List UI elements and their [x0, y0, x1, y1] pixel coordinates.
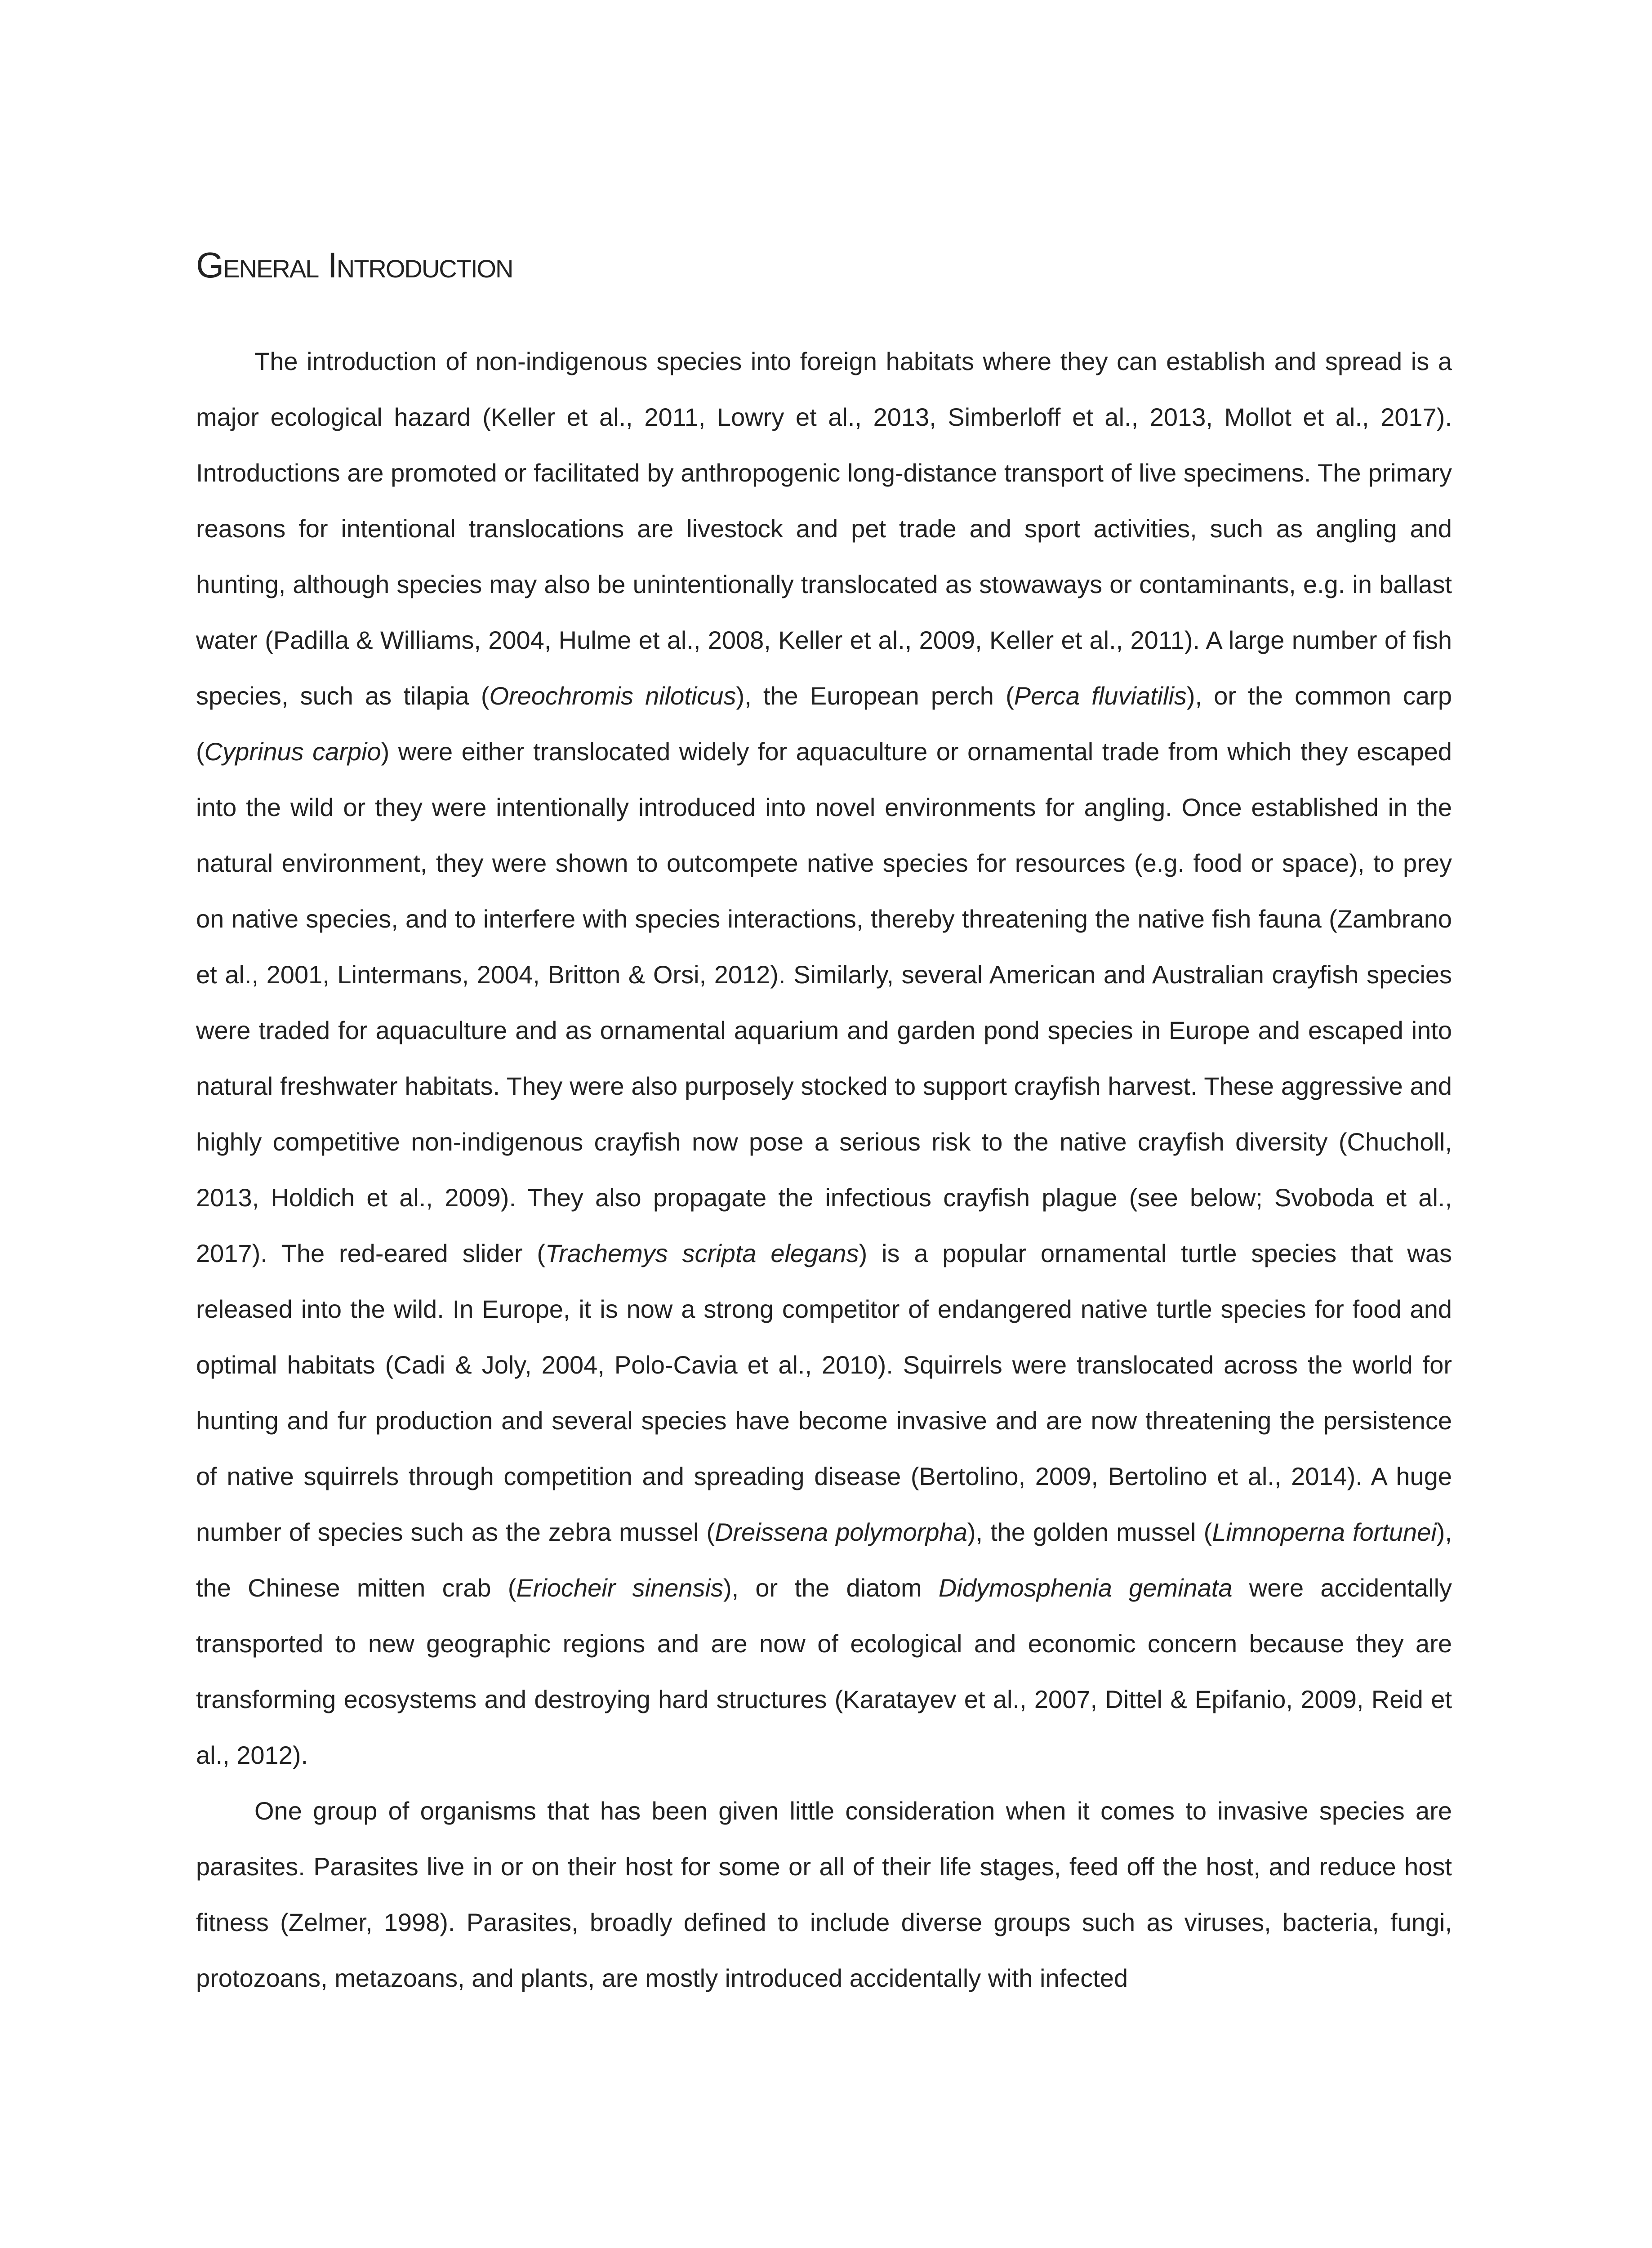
species-name-limnoperna: Limnoperna fortunei	[1212, 1518, 1437, 1546]
text-segment: ), the Chinese mitten crab (	[196, 1518, 1452, 1602]
text-segment: ) is a popular ornamental turtle species that was released into the wild. In Europe, it is now a strong competitor of endangered native turtle species for food and optimal habitats (Cadi & Joly, 2004, Polo-Cavia et al., 2010). Squirrels were translocated across the world for hunting and fur production and several species have become invasive and are now threatening the persistence of native squirrels through competition and spreading disease (Bertolino, 2009, Bertolino et al., 2014). A huge number of species such as the zebra mussel (	[196, 1239, 1452, 1546]
species-name-trachemys: Trachemys scripta elegans	[545, 1239, 859, 1267]
species-name-eriocheir: Eriocheir sinensis	[516, 1574, 723, 1602]
body-text	[196, 334, 1452, 2006]
species-name-perca: Perca fluviatilis	[1014, 682, 1187, 710]
text-segment: ), or the diatom	[723, 1574, 939, 1602]
species-name-didymosphenia: Didymosphenia geminata	[938, 1574, 1233, 1602]
text-segment: were accidentally transported to new geographic regions and are now of ecological and economic concern because they are transforming ecosystems and destroying hard structures (Karatayev et al., 2007, Dittel & Epifanio, 2009, Reid et al., 2012).	[196, 1574, 1452, 1769]
text-segment: One group of organisms that has been given little consideration when it comes to invasive species are parasites. Parasites live in or on their host for some or all of their life stages, feed off the host, and reduce host fitness (Zelmer, 1998). Parasites, broadly defined to include diverse groups such as viruses, bacteria, fungi, protozoans, metazoans, and plants, are mostly introduced accidentally with infected	[196, 1797, 1452, 1992]
text-segment: ) were either translocated widely for aquaculture or ornamental trade from which they escaped into the wild or they were intentionally introduced into novel environments for angling. Once established in the natural environment, they were shown to outcompete native species for resources (e.g. food or space), to prey on native species, and to interfere with species interactions, thereby threatening the native fish fauna (Zambrano et al., 2001, Lintermans, 2004, Britton & Orsi, 2012). Similarly, several American and Australian crayfish species were traded for aquaculture and as ornamental aquarium and garden pond species in Europe and escaped into natural freshwater habitats. They were also purposely stocked to support crayfish harvest. These aggressive and highly competitive non-indigenous crayfish now pose a serious risk to the native crayfish diversity (Chucholl, 2013, Holdich et al., 2009). They also propagate the infectious crayfish plague (see below; Svoboda et al., 2017). The red-eared slider (	[196, 737, 1452, 1267]
paragraph-2	[196, 1783, 1452, 2006]
section-heading: General Introduction	[196, 245, 513, 285]
species-name-cyprinus: Cyprinus carpio	[204, 737, 381, 766]
text-segment: ), or the common carp (	[196, 682, 1452, 766]
paragraph-1	[196, 334, 1452, 1783]
species-name-dreissena: Dreissena polymorpha	[715, 1518, 967, 1546]
text-segment: ), the European perch (	[736, 682, 1014, 710]
text-segment: ), the golden mussel (	[967, 1518, 1212, 1546]
text-segment: The introduction of non-indigenous species into foreign habitats where they can establish and spread is a major ecological hazard (Keller et al., 2011, Lowry et al., 2013, Simberloff et al., 2013, Mollot et al., 2017). Introductions are promoted or facilitated by anthropogenic long-distance transport of live specimens. The primary reasons for intentional translocations are livestock and pet trade and sport activities, such as angling and hunting, although species may also be unintentionally translocated as stowaways or contaminants, e.g. in ballast water (Padilla & Williams, 2004, Hulme et al., 2008, Keller et al., 2009, Keller et al., 2011). A large number of fish species, such as tilapia (	[196, 347, 1452, 710]
species-name-oreochromis: Oreochromis niloticus	[489, 682, 736, 710]
